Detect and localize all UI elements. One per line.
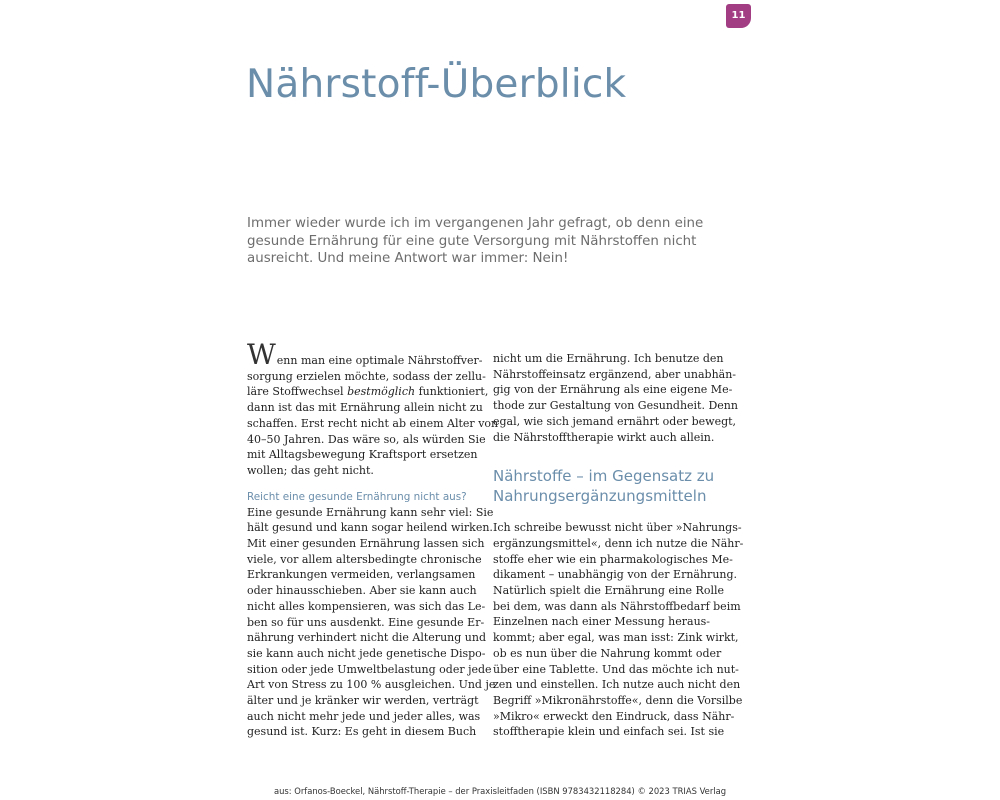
emphasis-text: bestmöglich [347,385,416,399]
text-line: Nährstoffeinsatz ergänzend, aber unabhän- [493,367,737,381]
text-line: älter und je kränker wir werden, verträgt [247,694,479,708]
section-heading [493,466,718,506]
text-line: nährung verhindert nicht die Alterung und [247,631,486,645]
text-line: dikament – unabhängig von der Ernährung. [493,568,738,582]
text-line: Einzelnen nach einer Messung heraus- [493,615,711,629]
text-line: über eine Tablette. Und das möchte ich nut- [493,662,739,676]
text-line: kommt; aber egal, was man isst: Zink wirkt, [493,631,739,645]
text-line: schaffen. Erst recht nicht ab einem Alter von [247,416,499,430]
text-line: dann ist das mit Ernährung allein nicht zu [247,401,483,415]
text-line: ben so für uns ausdenkt. Eine gesunde Er- [247,615,485,629]
page-title: Nährstoff-Überblick [246,62,627,107]
text-line: stoffe eher wie ein pharmakologisches Me- [493,552,733,566]
text-line: Begriff »Mikronährstoffe«, denn die Vorsilbe [493,693,743,707]
text-line: gig von der Ernährung als eine eigene Me- [493,383,733,397]
text-line: egal, wie sich jemand ernährt oder bewegt, [493,414,737,428]
subheading: Reicht eine gesunde Ernährung nicht aus? [247,490,467,503]
text-line: Art von Stress zu 100 % ausgleichen. Und je [247,678,496,692]
left-column [247,338,499,740]
text-line: 40–50 Jahren. Das wäre so, als würden Sie [247,432,486,446]
source-footer: aus: Orfanos-Boeckel, Nährstoff-Therapie – der Praxisleitfaden (ISBN 9783432118284) © 2023 TRIAS Verlag [273,786,727,796]
text-line: stofftherapie klein und einfach sei. Ist sie [493,725,725,739]
text-line: nicht um die Ernährung. Ich benutze den [493,352,724,365]
text-line: auch nicht mehr jede und jeder alles, was [247,709,481,723]
text-line: mit Alltagsbewegung Kraftsport ersetzen [247,448,478,462]
section-heading-line: Nahrungsergänzungsmitteln [493,487,707,506]
text-fragment: funktioniert, [415,385,489,399]
text-line: »Mikro« erweckt den Eindruck, dass Nähr- [493,709,735,723]
section-heading-line: Nährstoffe – im Gegensatz zu [493,467,715,486]
text-line: Mit einer gesunden Ernährung lassen sich [247,537,485,551]
text-line: hält gesund und kann sogar heilend wirken. [247,521,493,535]
text-line [247,384,489,400]
text-line: Erkrankungen vermeiden, verlangsamen [247,568,476,582]
text-line: sition oder jede Umweltbelastung oder jede [247,662,492,676]
text-fragment: läre Stoffwechsel [247,385,348,399]
intro-paragraph: Immer wieder wurde ich im vergangenen Jahr gefragt, ob denn eine gesunde Ernährung für eine gute Versorgung mit Nährstoffen nicht ausreicht. Und meine Antwort war immer: Nein! [247,216,704,266]
text-line: ergänzungsmittel«, denn ich nutze die Nähr- [493,536,744,550]
text-line: nicht alles kompensieren, was sich das Le- [247,599,486,613]
right-column [493,351,744,740]
text-line: Ich schreibe bewusst nicht über »Nahrungs- [493,521,742,535]
text-line: wollen; das geht nicht. [247,463,374,477]
text-line: die Nährstofftherapie wirkt auch allein. [493,430,715,444]
text-line: thode zur Gestaltung von Gesundheit. Denn [493,399,738,413]
text-line: sorgung erzielen möchte, sodass der zellu- [247,369,486,383]
text-line: viele, vor allem altersbedingte chronische [247,552,482,566]
text-line: zen und einstellen. Ich nutze auch nicht den [493,678,741,692]
first-line: enn man eine optimale Nährstoffver- [276,354,483,367]
text-line: Eine gesunde Ernährung kann sehr viel: Sie [247,505,494,519]
drop-cap: W [247,338,276,371]
text-line: Natürlich spielt die Ernährung eine Rolle [493,584,724,598]
text-line: bei dem, was dann als Nährstoffbedarf beim [493,599,741,613]
page-number-badge: 11 [726,4,751,28]
text-line: ob es nun über die Nahrung kommt oder [493,646,722,660]
text-line: gesund ist. Kurz: Es geht in diesem Buch [247,725,477,739]
text-line: sie kann auch nicht jede genetische Dispo- [247,646,486,660]
text-line: oder hinausschieben. Aber sie kann auch [247,584,477,598]
